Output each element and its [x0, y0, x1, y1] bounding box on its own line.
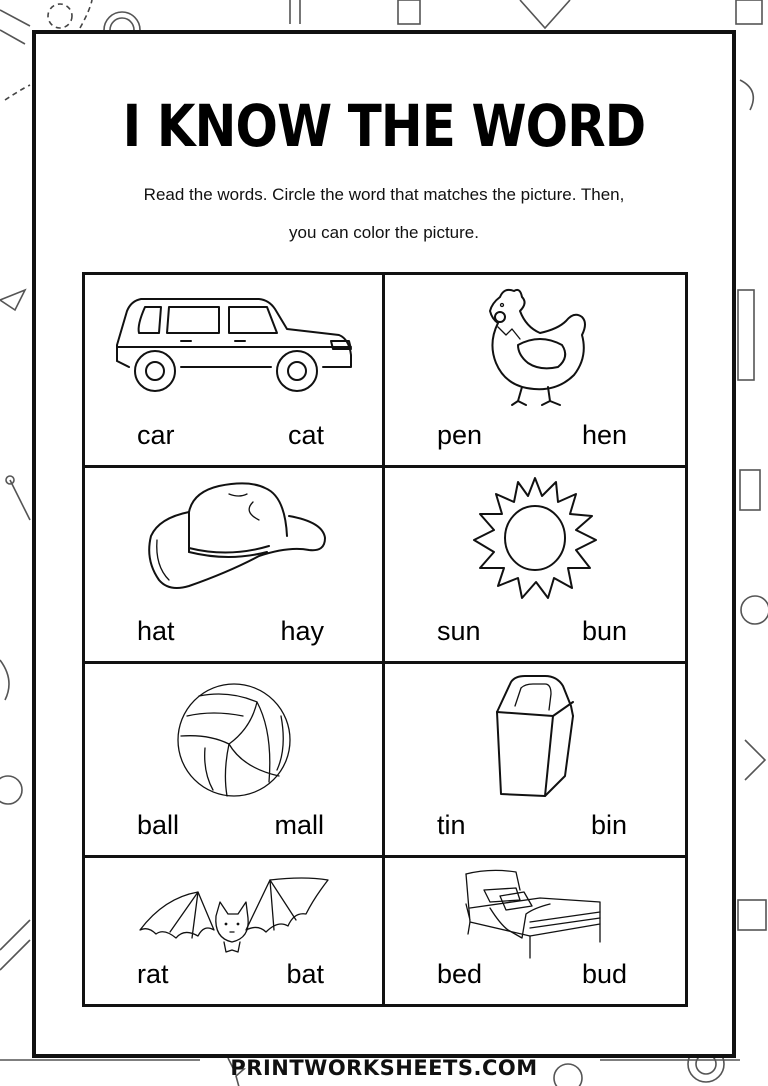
- bat-icon: [134, 864, 334, 964]
- cowboy-hat-icon: [139, 476, 329, 604]
- word-option-hay[interactable]: hay: [280, 616, 324, 646]
- instructions-line-2: you can color the picture.: [289, 223, 479, 242]
- word-card-bat: [85, 858, 385, 1004]
- sun-icon: [470, 476, 600, 604]
- word-option-bin[interactable]: bin: [590, 810, 627, 840]
- hen-icon: [470, 283, 600, 411]
- worksheet-page: [32, 30, 736, 1058]
- site-footer-brand: PRINTWORKSHEETS.COM: [230, 1056, 538, 1080]
- word-option-hen[interactable]: hen: [581, 420, 627, 450]
- word-card-sun: [385, 468, 685, 664]
- word-option-bed[interactable]: bed: [437, 959, 483, 989]
- word-card-car: [85, 275, 385, 468]
- word-card-ball: [85, 664, 385, 858]
- word-option-car[interactable]: car: [137, 420, 175, 450]
- word-option-sun[interactable]: sun: [437, 616, 481, 646]
- word-option-hat[interactable]: hat: [137, 616, 175, 646]
- word-card-bin: [385, 664, 685, 858]
- word-option-pen[interactable]: pen: [437, 420, 483, 450]
- bed-icon: [460, 864, 610, 964]
- word-grid: [82, 272, 688, 1007]
- word-option-mall[interactable]: mall: [274, 810, 324, 840]
- word-option-bun[interactable]: bun: [581, 616, 627, 646]
- instructions-line-1: Read the words. Circle the word that matches the picture. Then,: [143, 185, 625, 204]
- word-option-bud[interactable]: bud: [581, 959, 627, 989]
- car-icon: [109, 283, 359, 395]
- word-card-bed: [385, 858, 685, 1004]
- word-card-hat: [85, 468, 385, 664]
- volleyball-icon: [169, 672, 299, 800]
- word-option-cat[interactable]: cat: [287, 420, 324, 450]
- word-option-rat[interactable]: rat: [137, 959, 169, 989]
- word-option-bat[interactable]: bat: [286, 959, 324, 989]
- worksheet-title: I KNOW THE WORD: [122, 92, 646, 160]
- word-option-ball[interactable]: ball: [137, 810, 180, 840]
- word-card-hen: [385, 275, 685, 468]
- word-option-tin[interactable]: tin: [437, 810, 466, 840]
- trash-bin-icon: [485, 672, 585, 800]
